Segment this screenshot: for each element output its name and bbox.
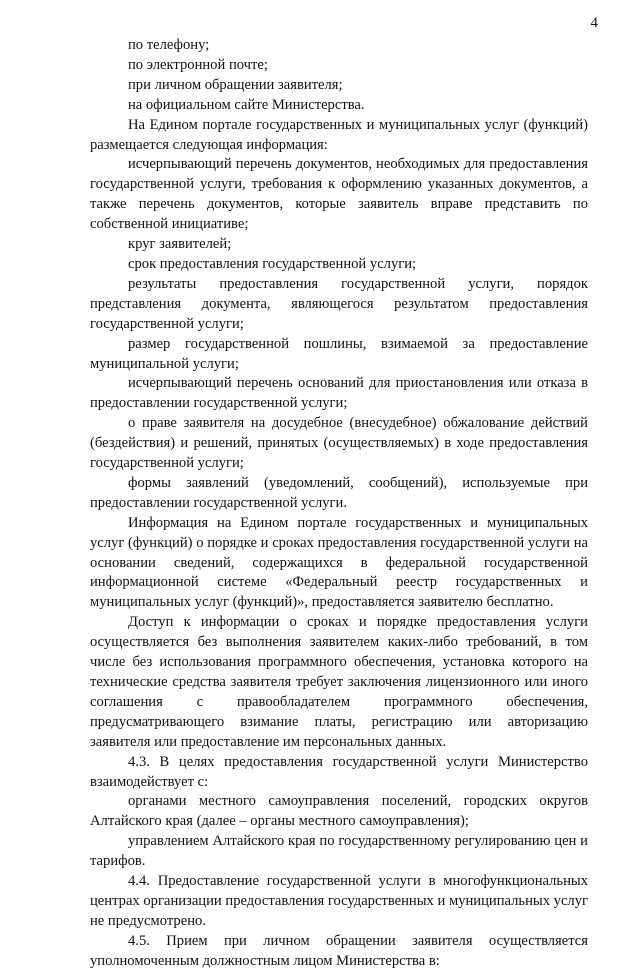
paragraph-15: Доступ к информации о сроках и порядке предоставления услуги осуществляется без выполнения заявителем каких-либо требований, в том числе без использования программного обеспечения, установка которого на технические средства заявителя требует заключения лицензионного или иного соглашения с правообладателем программного обеспечения, предусматривающего взимание платы, регистрацию или авторизацию заявителя или предоставление им персональных данных. xyxy=(90,614,588,750)
paragraph-5: На Едином портале государственных и муниципальных услуг (функций) размещается следующая информация: xyxy=(90,116,588,153)
paragraph-20: 4.5. Прием при личном обращении заявителя осуществляется уполномоченным должностным лицом Министерства в: xyxy=(90,932,588,969)
paragraph-8: срок предоставления государственной услуги; xyxy=(128,255,417,272)
paragraph-12: о праве заявителя на досудебное (внесудебное) обжалование действий (бездействия) и решений, принятых (осуществляемых) в ходе предоставления государственной услуги; xyxy=(90,415,588,472)
paragraph-2: по электронной почте; xyxy=(128,56,268,73)
document-body xyxy=(90,36,588,972)
paragraph-17: органами местного самоуправления поселений, городских округов Алтайского края (далее – органы местного самоуправления); xyxy=(90,793,588,830)
paragraph-10: размер государственной пошлины, взимаемой за предоставление муниципальной услуги; xyxy=(90,335,588,372)
paragraph-9: результаты предоставления государственной услуги, порядок представления документа, являющегося результатом предоставления государственной услуги; xyxy=(90,275,588,332)
paragraph-19: 4.4. Предоставление государственной услуги в многофункциональных центрах организации предоставления государственных и муниципальных услуг не предусмотрено. xyxy=(90,873,588,929)
paragraph-1: по телефону; xyxy=(128,37,210,53)
paragraph-6: исчерпывающий перечень документов, необходимых для предоставления государственной услуги, требования к оформлению указанных документов, а также перечень документов, которые заявитель вправе представить по собственной инициативе; xyxy=(90,156,588,233)
paragraph-3: при личном обращении заявителя; xyxy=(128,76,343,93)
paragraph-16: 4.3. В целях предоставления государственной услуги Министерство взаимодействует с: xyxy=(90,753,588,790)
paragraph-4: на официальном сайте Министерства. xyxy=(128,96,365,113)
paragraph-11: исчерпывающий перечень оснований для приостановления или отказа в предоставлении государственной услуги; xyxy=(90,375,588,412)
paragraph-18: управлением Алтайского края по государственному регулированию цен и тарифов. xyxy=(90,833,588,870)
page-number: 4 xyxy=(590,15,598,31)
paragraph-13: формы заявлений (уведомлений, сообщений), используемые при предоставлении государственной услуги. xyxy=(90,474,588,511)
paragraph-14: Информация на Едином портале государственных и муниципальных услуг (функций) о порядке и сроках предоставления государственной услуги на основании сведений, содержащихся в федеральной государственной информационной системе «Федеральный реестр государственных и муниципальных услуг (функций)», предоставляется заявителю бесплатно. xyxy=(90,514,588,611)
paragraph-7: круг заявителей; xyxy=(128,236,232,253)
